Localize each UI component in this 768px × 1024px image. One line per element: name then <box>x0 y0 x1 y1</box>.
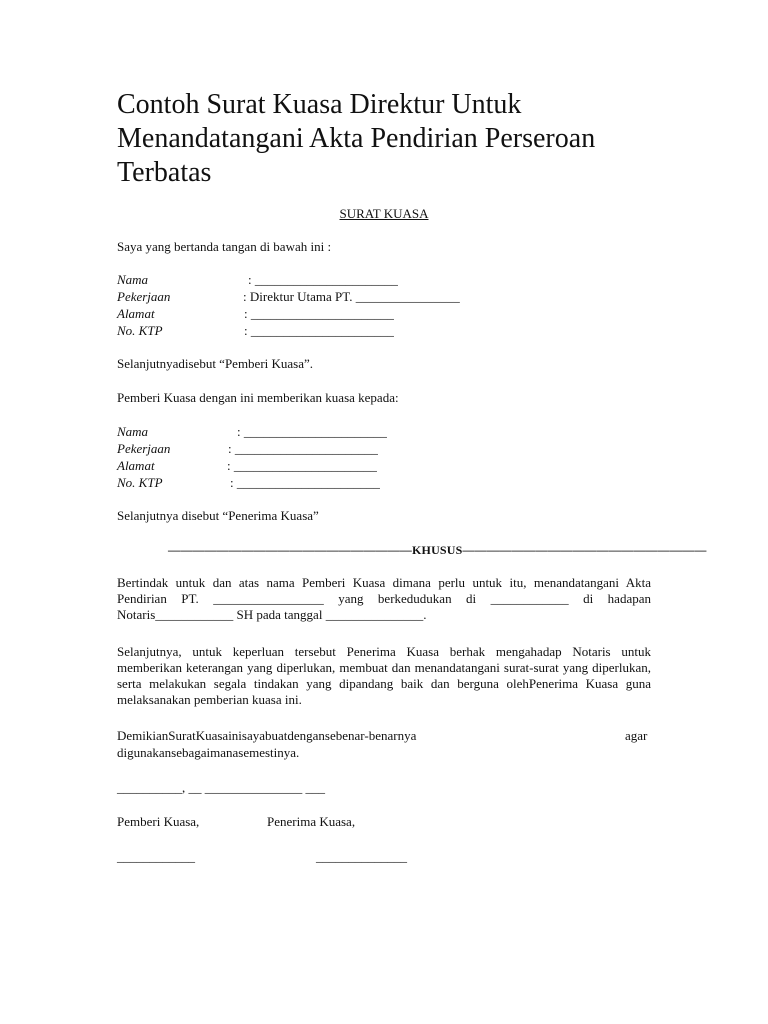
field-value: : ______________________ <box>230 475 380 490</box>
place-date-line: __________, __ _______________ ___ <box>117 780 325 795</box>
field-label: Alamat <box>117 458 155 473</box>
paragraph-authority: Selanjutnya, untuk keperluan tersebut Penerima Kuasa berhak mengahadap Notaris untuk memberikan keterangan yang diperlukan, membuat dan menandatangani surat-surat yang diperlukan, serta melakukan segala tindakan yang dipandang baik dan berguna olehPenerima Kuasa guna melaksanakan pemberian kuasa ini. <box>117 644 651 707</box>
letter-heading: SURAT KUASA <box>339 206 429 221</box>
field-value: : ______________________ <box>244 323 394 338</box>
field-value: : ______________________ <box>237 424 387 439</box>
grantee-note: Selanjutnya disebut “Penerima Kuasa” <box>117 508 319 523</box>
signature-line-grantee: ______________ <box>316 849 407 864</box>
field-label: No. KTP <box>117 475 163 490</box>
intro-text: Saya yang bertanda tangan di bawah ini : <box>117 239 332 254</box>
signature-line-grantor: ____________ <box>117 849 195 864</box>
document-title: Contoh Surat Kuasa Direktur Untuk Menandatangani Akta Pendirian Perseroan Terbatas <box>117 89 596 188</box>
field-label: No. KTP <box>117 323 163 338</box>
field-value: : ______________________ <box>248 272 398 287</box>
field-value: : ______________________ <box>228 441 378 456</box>
field-label: Pekerjaan <box>117 441 171 456</box>
paragraph-mandate: Bertindak untuk dan atas nama Pemberi Kuasa dimana perlu untuk itu, menandatangani Akta Pendirian PT. _________________ yang berkedudukan di ____________ di hadapan Notaris____________ SH pada tanggal _______________. <box>117 575 651 622</box>
closing-line: DemikianSuratKuasainisayabuatdengansebenar-benarnya <box>117 728 417 743</box>
field-value: : ______________________ <box>244 306 394 321</box>
grantor-note: Selanjutnyadisebut “Pemberi Kuasa”. <box>117 356 314 371</box>
grant-statement: Pemberi Kuasa dengan ini memberikan kuasa kepada: <box>117 390 399 405</box>
closing-line-continued: digunakansebagaimanasemestinya. <box>117 745 300 760</box>
field-label: Nama <box>117 272 149 287</box>
field-label: Nama <box>117 424 149 439</box>
field-label: Alamat <box>117 306 155 321</box>
field-value: : ______________________ <box>227 458 377 473</box>
signature-role-grantor: Pemberi Kuasa, <box>117 814 200 829</box>
signature-role-grantee: Penerima Kuasa, <box>267 814 356 829</box>
field-value: : Direktur Utama PT. ________________ <box>243 289 460 304</box>
special-heading: ————————————————————KHUSUS———————————————————— <box>168 543 707 557</box>
closing-line-end: agar <box>625 728 648 743</box>
field-label: Pekerjaan <box>117 289 171 304</box>
